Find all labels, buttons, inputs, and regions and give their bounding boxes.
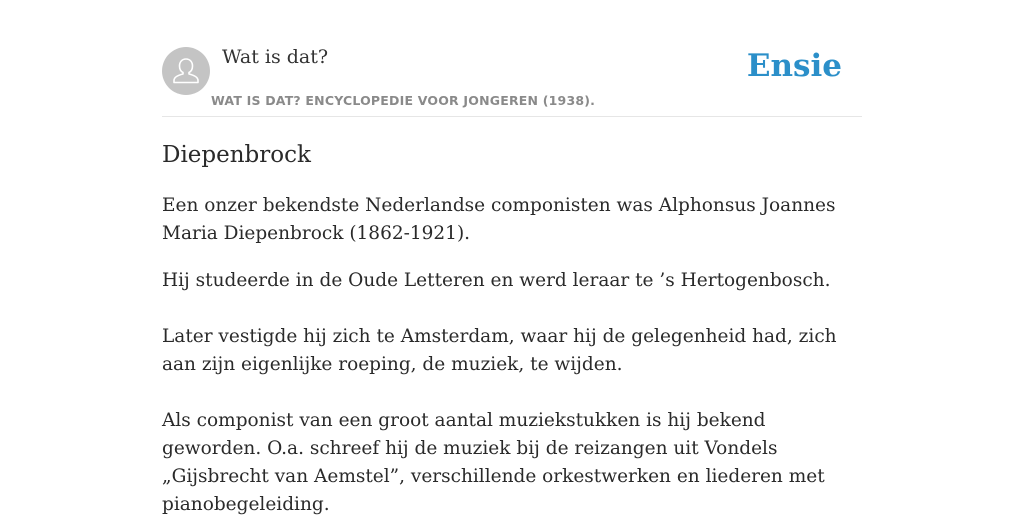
article-paragraph: Een onzer bekendste Nederlandse componisten was Alphonsus Joannes Maria Diepenbrock (1862-1921). (162, 195, 836, 244)
ensie-logo[interactable]: Ensie (746, 48, 842, 84)
source-header (162, 44, 862, 117)
author-avatar[interactable] (162, 47, 210, 95)
article-paragraph: Hij studeerde in de Oude Letteren en werd leraar te ’s Hertogenbosch. (162, 270, 831, 291)
article-paragraph: Als componist van een groot aantal muziekstukken is hij bekend geworden. O.a. schreef hij de muziek bij de reizangen uit Vondels „Gijsbrecht van Aemstel”, verschillende orkestwerken en liederen met pianobegeleiding. (162, 410, 825, 515)
source-title[interactable]: Wat is dat? (222, 46, 329, 68)
article-paragraph: Later vestigde hij zich te Amsterdam, waar hij de gelegenheid had, zich aan zijn eigenlijke roeping, de muziek, te wijden. (162, 326, 837, 375)
article (162, 138, 862, 519)
article-title: Diepenbrock (162, 142, 311, 168)
user-outline-icon (162, 47, 210, 95)
source-subtitle[interactable]: WAT IS DAT? ENCYCLOPEDIE VOOR JONGEREN (1938). (211, 93, 596, 108)
